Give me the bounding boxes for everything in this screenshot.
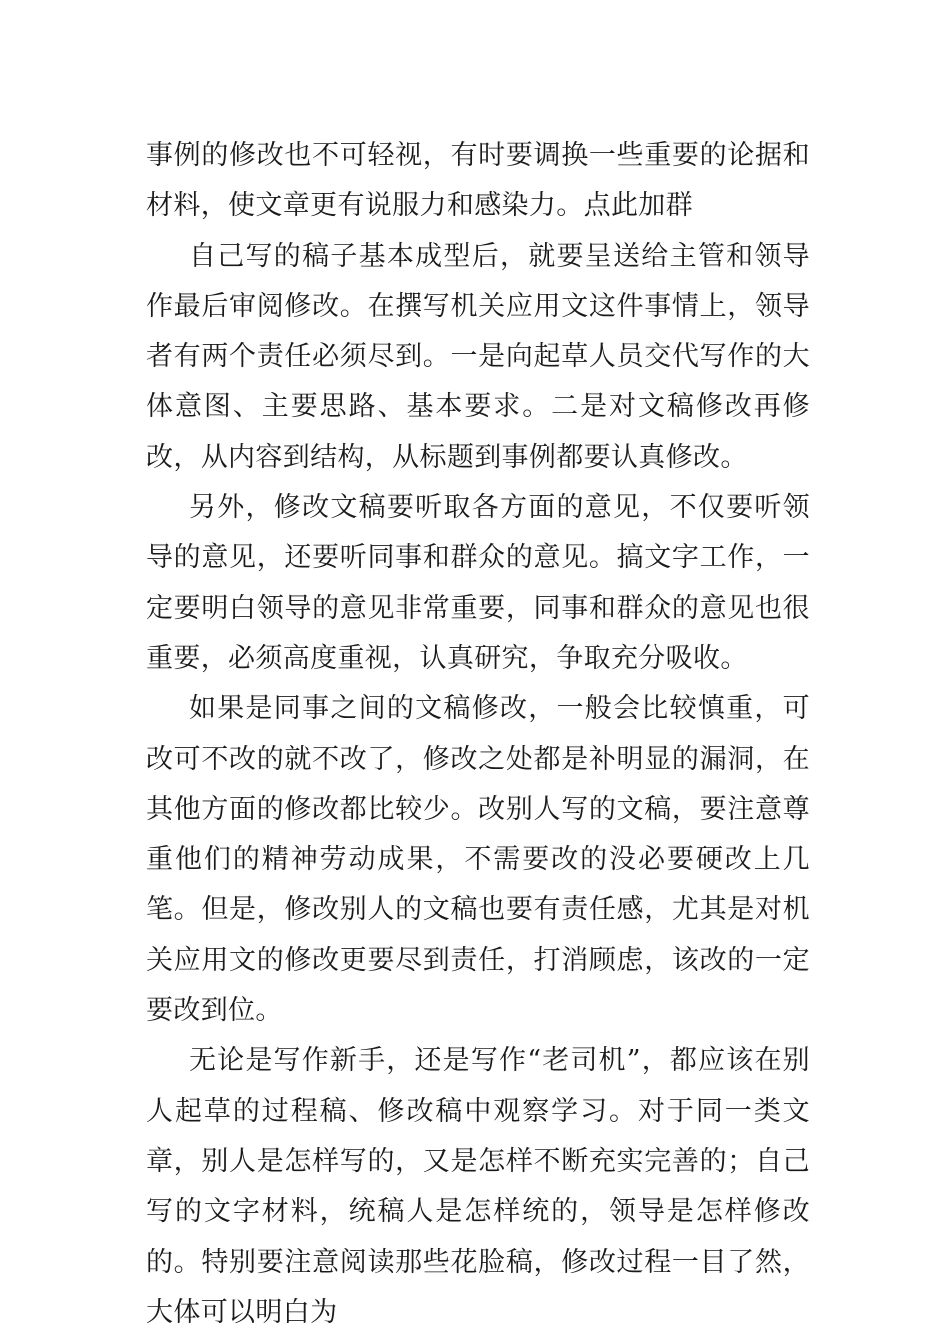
paragraph-learning: 无论是写作新手，还是写作“老司机”，都应该在别人起草的过程稿、修改稿中观察学习。对于同一类文章，别人是怎样写的，又是怎样不断充实完善的；自己写的文字材料，统稿人是怎样统的，领导是怎样修改的。特别要注意阅读那些花脸稿，修改过程一目了然，大体可以明白为 <box>146 1045 810 1328</box>
paragraph-colleague-revision: 如果是同事之间的文稿修改，一般会比较慎重，可改可不改的就不改了，修改之处都是补明显的漏洞，在其他方面的修改都比较少。改别人写的文稿，要注意尊重他们的精神劳动成果，不需要改的没必要硬改上几笔。但是，修改别人的文稿也要有责任感，尤其是对机关应用文的修改更要尽到责任，打消顾虑，该改的一定要改到位。 <box>146 693 810 1027</box>
paragraph-continued: 事例的修改也不可轻视，有时要调换一些重要的论据和材料，使文章更有说服力和感染力。点此加群 <box>146 140 810 222</box>
paragraph-leader-review: 自己写的稿子基本成型后，就要呈送给主管和领导作最后审阅修改。在撰写机关应用文这件事情上，领导者有两个责任必须尽到。一是向起草人员交代写作的大体意图、主要思路、基本要求。二是对文稿修改再修改，从内容到结构，从标题到事例都要认真修改。 <box>146 240 810 473</box>
paragraph-opinions: 另外，修改文稿要听取各方面的意见，不仅要听领导的意见，还要听同事和群众的意见。搞文字工作，一定要明白领导的意见非常重要，同事和群众的意见也很重要，必须高度重视，认真研究，争取充分吸收。 <box>146 492 810 674</box>
document-body <box>146 131 810 1338</box>
